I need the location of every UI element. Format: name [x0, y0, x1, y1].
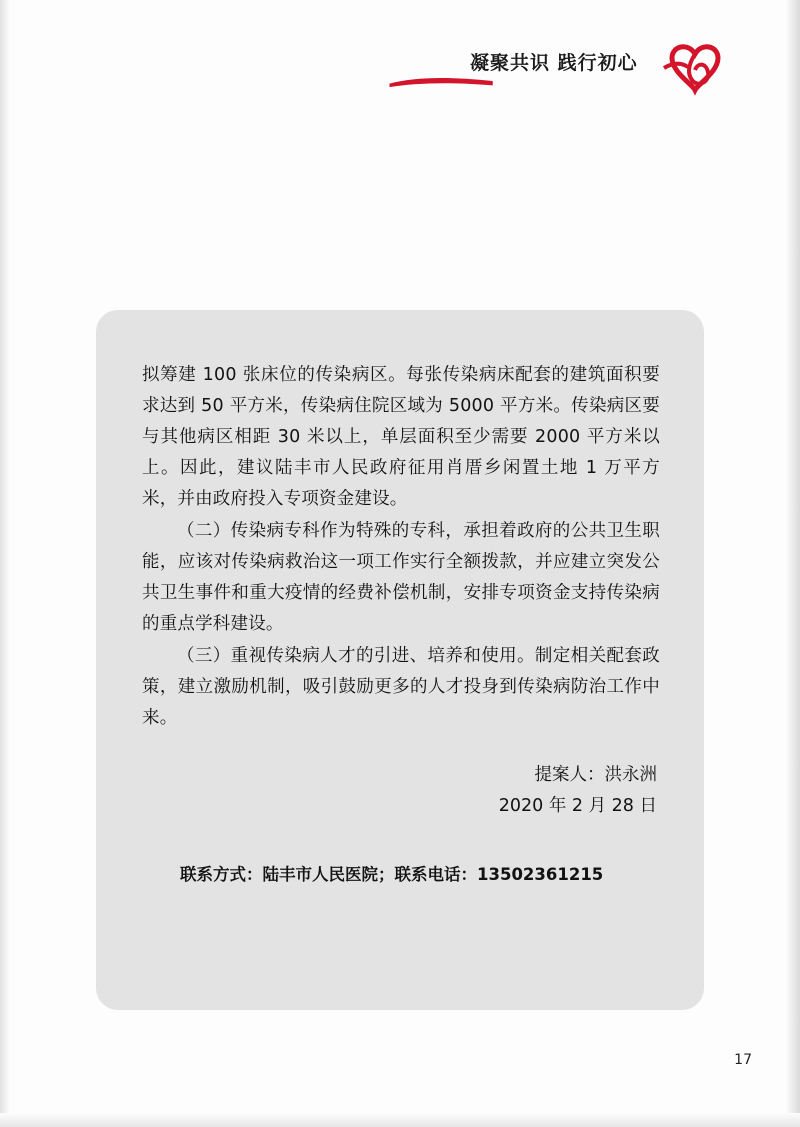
signature-date: 2020 年 2 月 28 日: [498, 796, 657, 816]
page-number: 17: [734, 1052, 752, 1068]
page-edge-shadow-left: [0, 0, 10, 1127]
proposer-name: 提案人：洪永洲: [534, 765, 657, 785]
paragraph: （二）传染病专科作为特殊的专科，承担着政府的公共卫生职能，应该对传染病救治这一项工作实行全额拨款，并应建立突发公共卫生事件和重大疫情的经费补偿机制，安排专项资金支持传染病的重点学科建设。: [142, 521, 660, 634]
signature-block: [397, 760, 657, 822]
page-edge-shadow-right: [786, 0, 800, 1127]
page-header: [470, 38, 730, 108]
ribbon-icon: [382, 74, 502, 88]
paragraph: 拟筹建 100 张床位的传染病区。每张传染病床配套的建筑面积要求达到 50 平方米，传染病住院区域为 5000 平方米。传染病区要与其他病区相距 30 米以上，单层面积至少需要 2000 平方米以上。因此，建议陆丰市人民政府征用肖厝乡闲置土地 1 万平方米，并由政府投入专项资金建设。: [142, 365, 660, 509]
contact-line: 联系方式：陆丰市人民医院；联系电话：13502361215: [180, 865, 604, 884]
document-body: [142, 360, 660, 735]
header-slogan: 凝聚共识 践行初心: [470, 52, 638, 74]
heart-ribbon-logo-icon: [662, 32, 732, 102]
paragraph: （三）重视传染病人才的引进、培养和使用。制定相关配套政策，建立激励机制，吸引鼓励更多的人才投身到传染病防治工作中来。: [142, 646, 660, 728]
page-edge-shadow-bottom: [0, 1113, 800, 1127]
